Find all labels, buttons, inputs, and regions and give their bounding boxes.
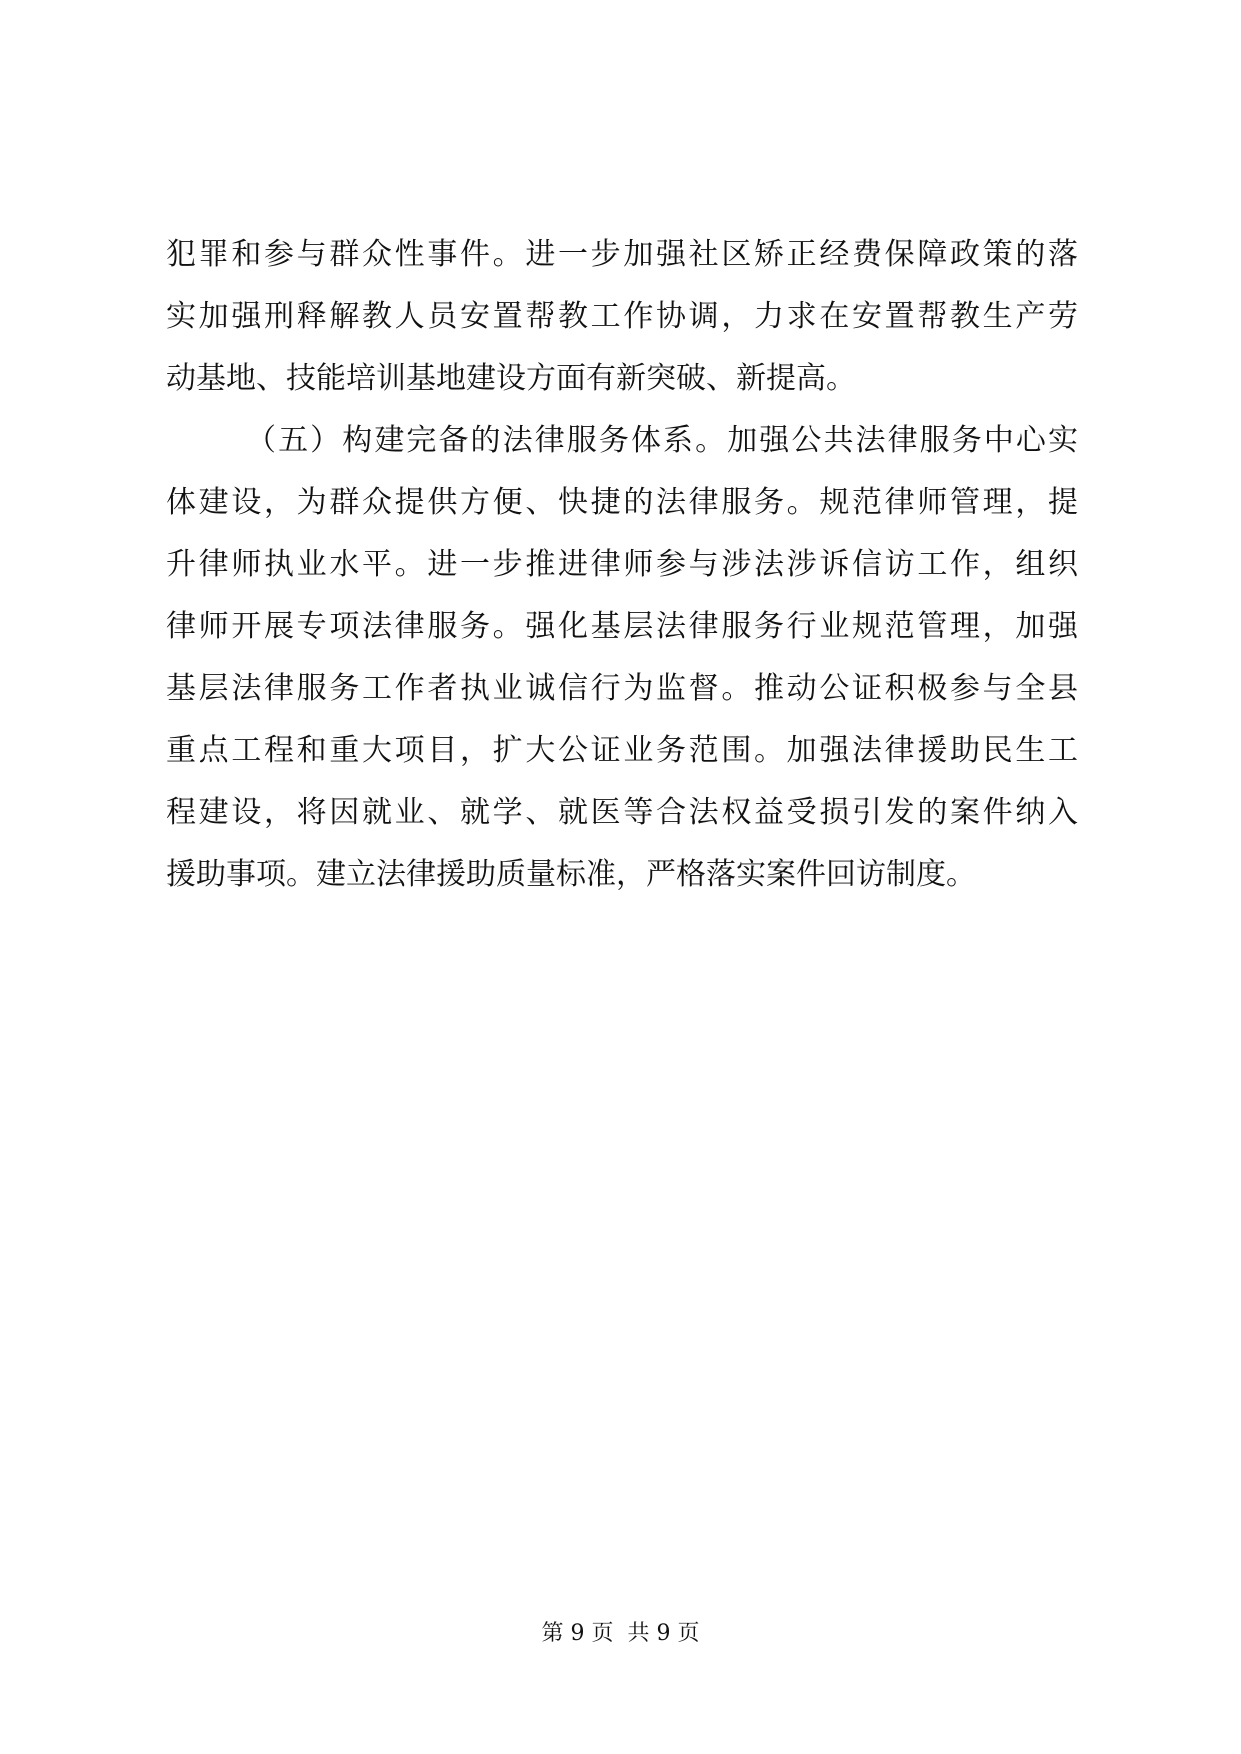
text-line: 升律师执业水平。进一步推进律师参与涉法涉诉信访工作，组织 [166,547,1078,582]
text-line: 实加强刑释解教人员安置帮教工作协调，力求在安置帮教生产劳 [166,299,1078,334]
text-line: 体建设，为群众提供方便、快捷的法律服务。规范律师管理，提 [166,485,1078,520]
document-body [166,224,1078,906]
section-heading-line: （五）构建完备的法律服务体系。加强公共法律服务中心实 [246,423,1078,458]
total-pages: 共 9 页 [627,1621,700,1646]
text-line: 援助事项。建立法律援助质量标准，严格落实案件回访制度。 [166,857,976,892]
text-line: 犯罪和参与群众性事件。进一步加强社区矫正经费保障政策的落 [166,237,1078,272]
text-line: 律师开展专项法律服务。强化基层法律服务行业规范管理，加强 [166,609,1078,644]
text-line: 基层法律服务工作者执业诚信行为监督。推动公证积极参与全县 [166,671,1078,706]
text-line: 动基地、技能培训基地建设方面有新突破、新提高。 [166,361,856,396]
text-line: 程建设，将因就业、就学、就医等合法权益受损引发的案件纳入 [166,795,1078,830]
page-number: 第 9 页 [541,1621,614,1646]
text-line: 重点工程和重大项目，扩大公证业务范围。加强法律援助民生工 [166,733,1078,768]
page-footer [0,1620,1241,1648]
